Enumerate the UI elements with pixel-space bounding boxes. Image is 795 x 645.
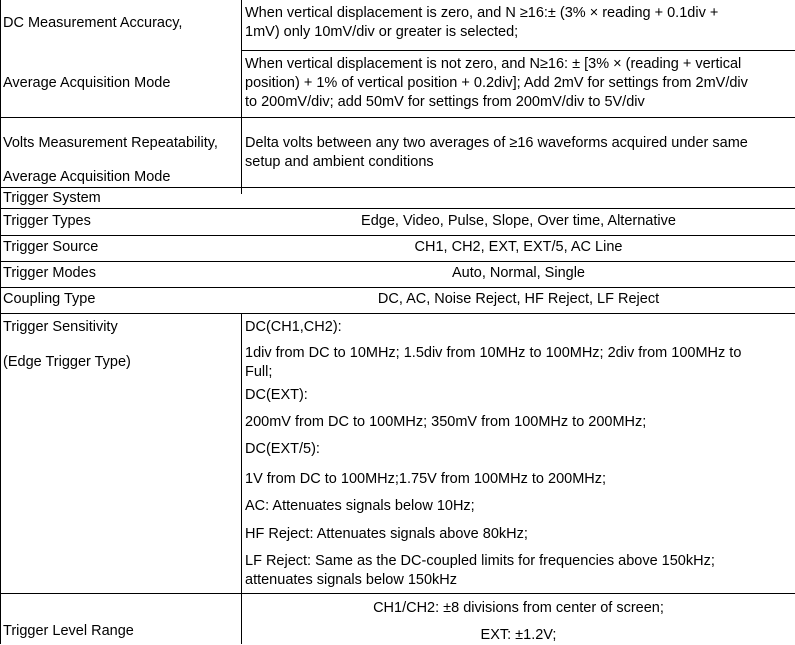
sensitivity-ac: AC: Attenuates signals below 10Hz; [245,498,475,514]
dc-accuracy-zero-line2: 1mV) only 10mV/div or greater is selected; [245,24,519,40]
row-divider [0,208,795,209]
sensitivity-hf: HF Reject: Attenuates signals above 80kHz; [245,526,528,542]
coupling-type-label: Coupling Type [3,291,96,307]
row-divider [0,261,795,262]
sensitivity-dc-ch-line2: Full; [245,364,273,380]
sensitivity-dc-ch-line1: 1div from DC to 10MHz; 1.5div from 10MHz to 100MHz; 2div from 100MHz to [245,345,742,361]
trigger-sensitivity-label: Trigger Sensitivity [3,319,118,335]
volts-repeat-label-line1: Volts Measurement Repeatability, [3,135,218,151]
trigger-types-value: Edge, Video, Pulse, Slope, Over time, Alternative [361,213,676,229]
trigger-level-range-ch: CH1/CH2: ±8 divisions from center of screen; [373,600,664,616]
sensitivity-lf-line1: LF Reject: Same as the DC-coupled limits for frequencies above 150kHz; [245,553,715,569]
sensitivity-lf-line2: attenuates signals below 150kHz [245,572,457,588]
row-divider [0,187,795,188]
trigger-level-range-ext: EXT: ±1.2V; [480,627,557,643]
row-divider [0,235,795,236]
trigger-source-label: Trigger Source [3,239,99,255]
row-divider [0,313,795,314]
column-divider [241,314,242,644]
column-divider [241,0,242,194]
trigger-types-label: Trigger Types [3,213,91,229]
dc-accuracy-nonzero-line2: position) + 1% of vertical position + 0.2div]; Add 2mV for settings from 2mV/div [245,75,748,91]
trigger-modes-value: Auto, Normal, Single [452,265,585,281]
trigger-modes-label: Trigger Modes [3,265,96,281]
row-divider [242,50,795,51]
dc-accuracy-nonzero-line3: to 200mV/div; add 50mV for settings from 200mV/div to 5V/div [245,94,645,110]
table-border-left [0,0,1,644]
trigger-source-value: CH1, CH2, EXT, EXT/5, AC Line [414,239,623,255]
volts-repeat-value-line1: Delta volts between any two averages of ≥16 waveforms acquired under same [245,135,748,151]
row-divider [0,287,795,288]
trigger-level-range-label: Trigger Level Range [3,623,134,639]
volts-repeat-value-line2: setup and ambient conditions [245,154,434,170]
trigger-system-heading: Trigger System [3,190,101,206]
dc-accuracy-label-line2: Average Acquisition Mode [3,75,171,91]
dc-accuracy-label-line1: DC Measurement Accuracy, [3,15,183,31]
sensitivity-dc-ext5-head: DC(EXT/5): [245,441,320,457]
dc-accuracy-nonzero-line1: When vertical displacement is not zero, and N≥16: ± [3% × (reading + vertical [245,56,742,72]
sensitivity-dc-ext-value: 200mV from DC to 100MHz; 350mV from 100MHz to 200MHz; [245,414,647,430]
row-divider [0,593,795,594]
dc-accuracy-zero-line1: When vertical displacement is zero, and N ≥16:± (3% × reading + 0.1div + [245,5,719,21]
sensitivity-dc-ch-head: DC(CH1,CH2): [245,319,342,335]
sensitivity-dc-ext5-value: 1V from DC to 100MHz;1.75V from 100MHz to 200MHz; [245,471,607,487]
volts-repeat-label-line2: Average Acquisition Mode [3,169,171,185]
coupling-type-value: DC, AC, Noise Reject, HF Reject, LF Reject [377,291,660,307]
sensitivity-dc-ext-head: DC(EXT): [245,387,308,403]
row-divider [0,117,795,118]
trigger-sensitivity-sublabel: (Edge Trigger Type) [3,354,131,370]
